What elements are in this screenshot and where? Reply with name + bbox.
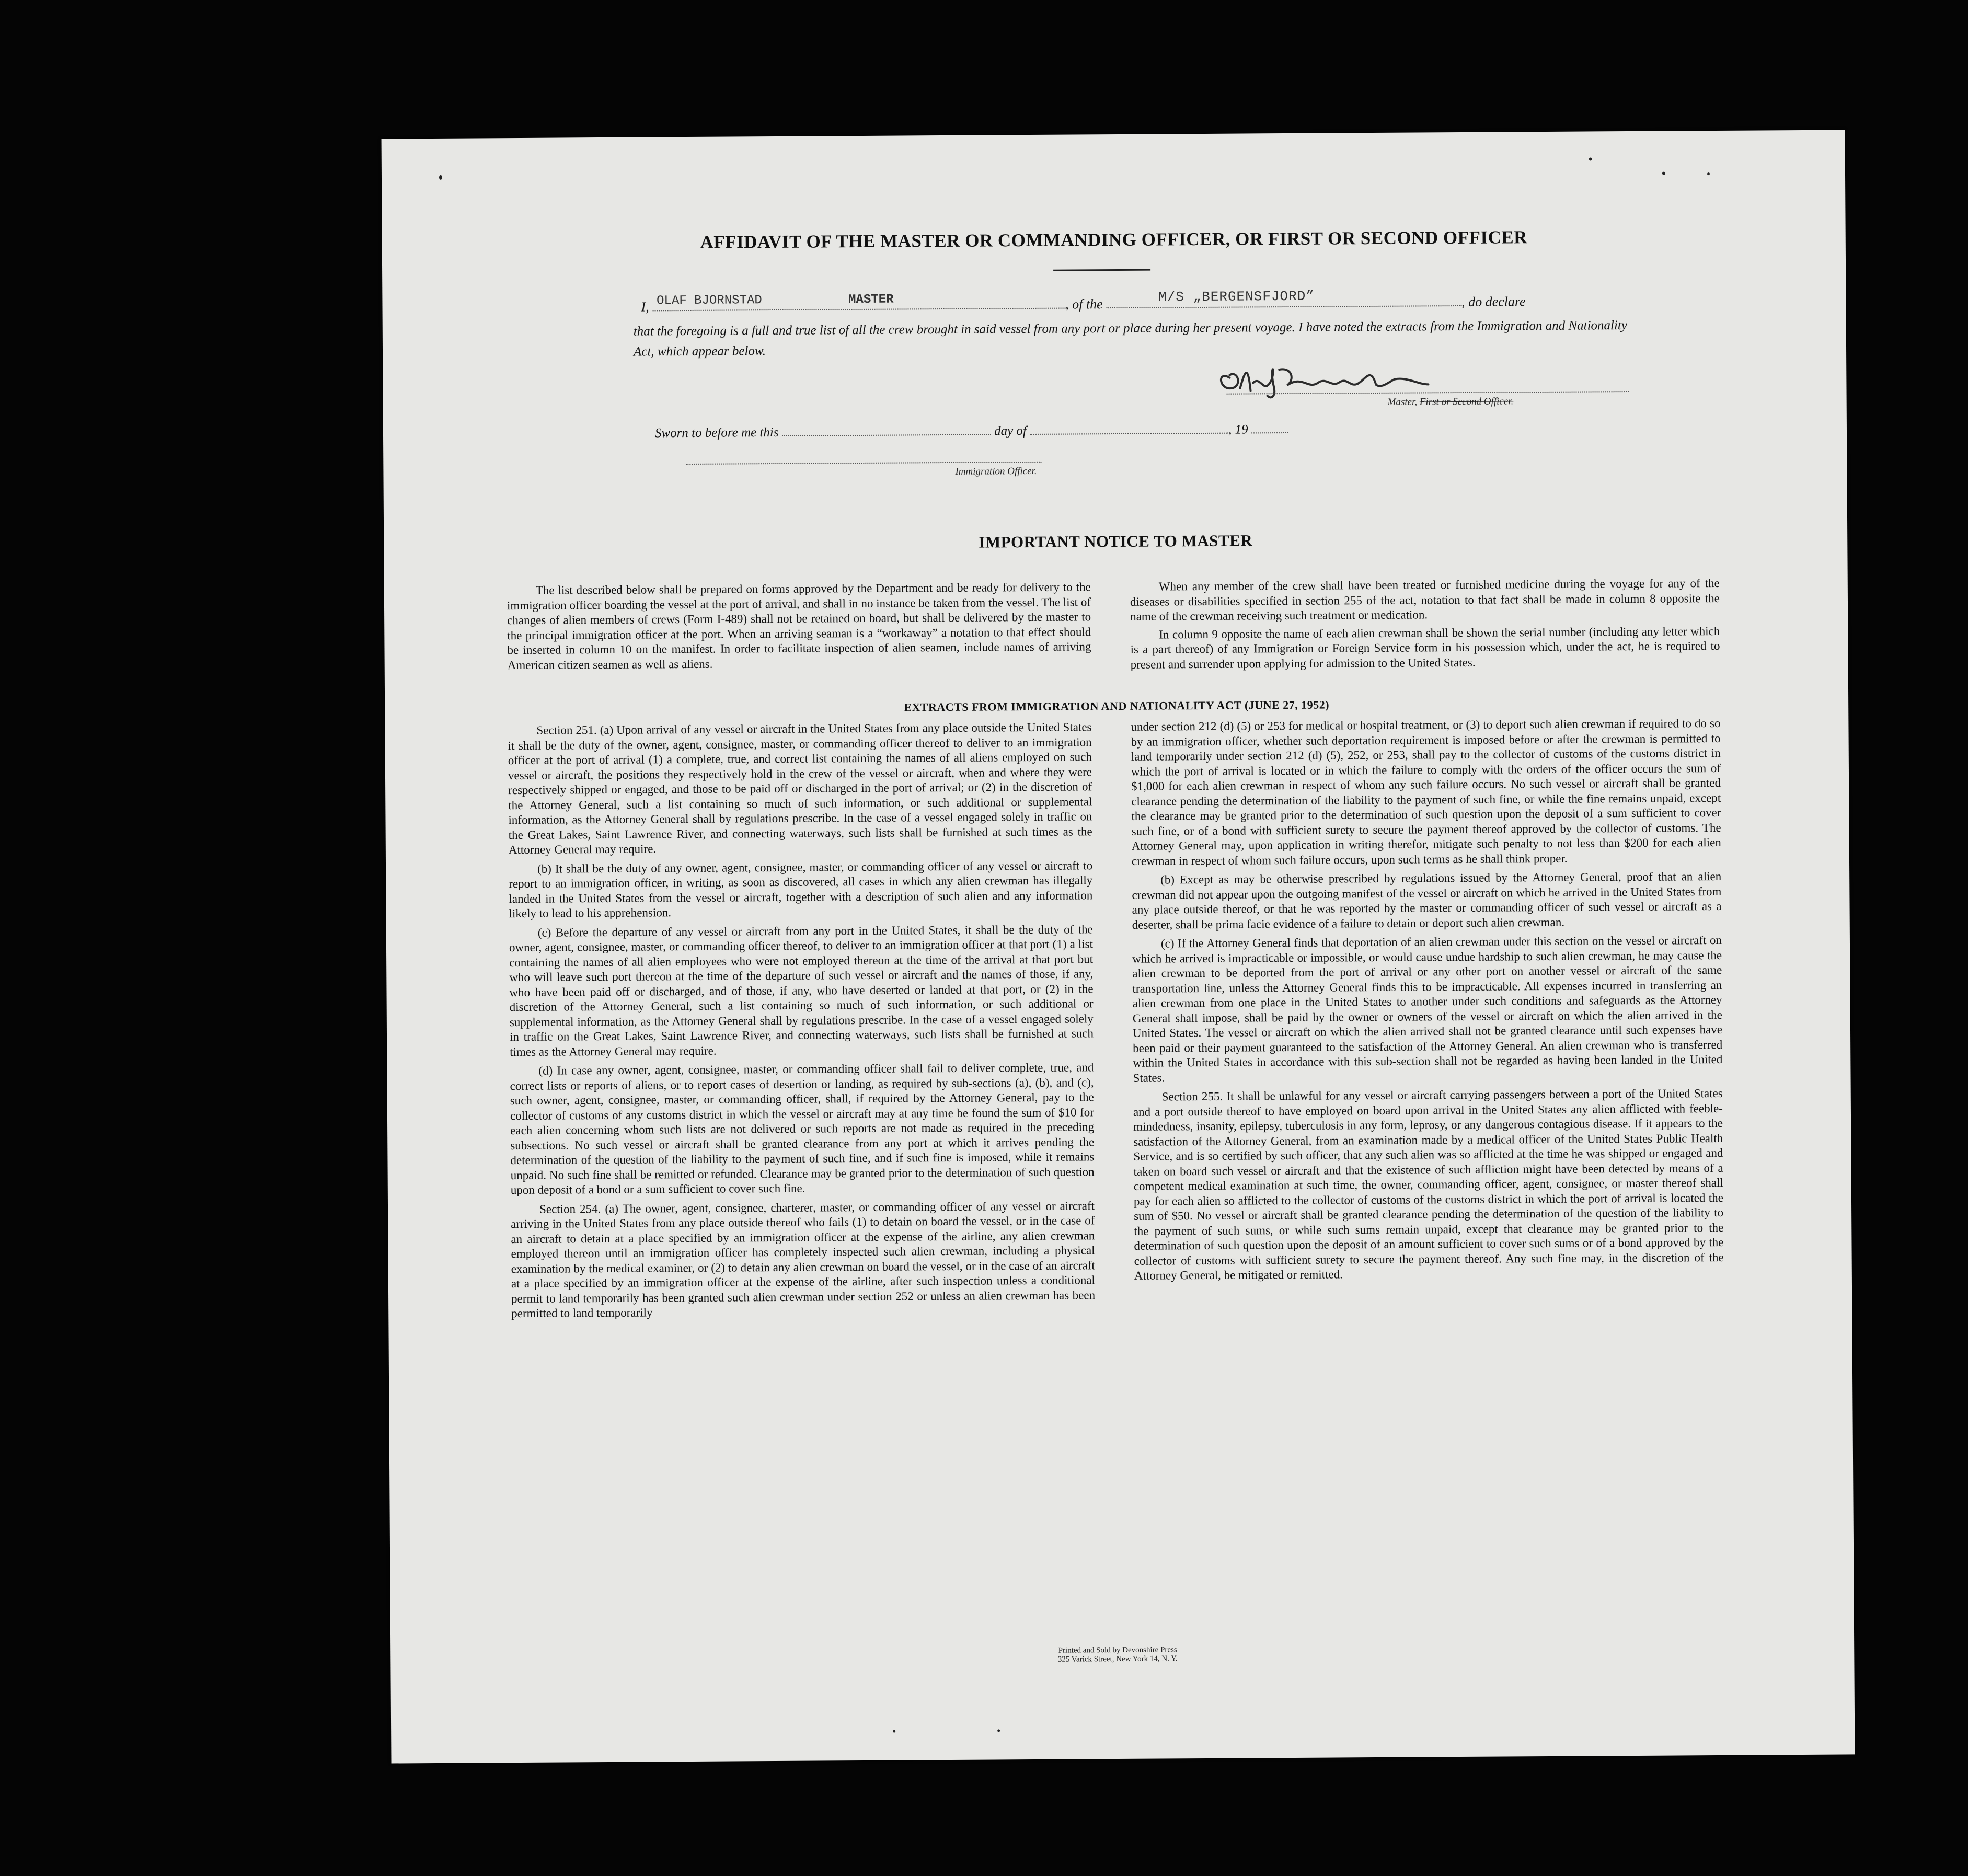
notice-right-column bbox=[1130, 576, 1720, 672]
sworn-month-field bbox=[1030, 419, 1228, 435]
immigration-officer-line bbox=[686, 462, 1041, 465]
vessel-name-value: M/S „BERGENSFJORD” bbox=[1158, 288, 1315, 305]
printer-imprint bbox=[1023, 1645, 1212, 1664]
signature-caption-master: Master, bbox=[1387, 396, 1418, 408]
notice-title: IMPORTANT NOTICE TO MASTER bbox=[979, 531, 1253, 551]
extracts-right-column bbox=[1131, 716, 1724, 1283]
signature-caption bbox=[1388, 396, 1514, 408]
speck bbox=[893, 1730, 895, 1733]
officer-name-field bbox=[652, 294, 1065, 312]
officer-name-value: OLAF BJORNSTAD bbox=[657, 293, 762, 308]
signature-caption-struck: First or Second Officer. bbox=[1419, 396, 1514, 408]
act-paragraph: (b) It shall be the duty of any owner, agent, consignee, master, or commanding officer of any vessel or aircraft to report to an immigration officer, in writing, as soon as discovered, all cases in which any alien crewman has illegally landed in the United States from the vessel or aircraft, together with a description of such alien and any information likely to lead to his apprehension. bbox=[509, 858, 1093, 920]
notice-paragraph: In column 9 opposite the name of each alien crewman shall be shown the serial number (including any letter which is a part thereof) of any Immigration or Foreign Service form in his possession which, under the act, he is required to present and surrender upon applying for admission to the United States. bbox=[1130, 624, 1720, 671]
act-paragraph: (b) Except as may be otherwise prescribed by regulations issued by the Attorney General, proof that an alien crewman did not appear upon the outgoing manifest of the vessel or aircraft on which he arrived in the United States from any place outside thereof, or that he was reported by the master or commanding officer of such vessel or aircraft as a deserter, shall be prima facie evidence of a failure to detain or deport such alien crewman. bbox=[1132, 869, 1722, 931]
day-of-label: day of bbox=[994, 424, 1027, 439]
declaration-text: that the foregoing is a full and true list of all the crew brought in said vessel from any port or place during her present voyage. I have noted the extracts from the Immigration and Nationality Act, which appear below. bbox=[633, 318, 1628, 359]
act-paragraph: (d) In case any owner, agent, consignee, master, or commanding officer shall fail to deliver complete, true, and correct lists or reports of aliens, or to report cases of desertion or landing, as required by sub-sections (a), (b), and (c), such owner, agent, consignee, master, or commanding officer, shall, if required by the Attorney General, pay to the collector of customs of any customs district in which the vessel or aircraft may at any time be found the sum of $10 for each alien concerning whom such lists are not delivered or such reports are not made as required in the preceding subsections. No such vessel or aircraft shall be granted clearance from any port at which it arrives pending the determination of the question of the liability to the payment of such fine, and if such fine is imposed, while it remains unpaid. No such fine shall be remitted or refunded. Clearance may be granted prior to the determination of such question upon deposit of a bond or a sum sufficient to cover such fine. bbox=[510, 1061, 1095, 1197]
of-the-label: , of the bbox=[1065, 296, 1103, 312]
handwritten-signature bbox=[1214, 358, 1433, 401]
do-declare-label: , do declare bbox=[1461, 294, 1526, 309]
document-page bbox=[382, 130, 1855, 1763]
vessel-name-field bbox=[1106, 288, 1461, 308]
declaration-line bbox=[641, 288, 1526, 315]
officer-rank-value: MASTER bbox=[848, 292, 894, 307]
act-paragraph: under section 212 (d) (5) or 253 for medical or hospital treatment, or (3) to deport such alien crewman if required to do so by an immigration officer, whether such deportation requirement is imposed before or after the crewman is permitted to land temporarily under section 212 (d) (5), 252, or 253, shall pay to the collector of customs of the customs district in which the port of arrival is located or in which the failure to comply with the orders of the officer occurs the sum of $1,000 for each alien crewman in respect of whom any such failure occurs. No such vessel or aircraft shall be granted clearance pending the determination of the liability to the payment of such fine, or while the fine remains unpaid, except the clearance may be granted prior to the determination of such question upon the deposit of a sum sufficient to cover such fine, or of a bond with sufficient surety to secure the payment thereof approved by the collector of customs. The Attorney General may, upon application in writing therefor, mitigate such penalty to not less than $200 for each alien crewman in respect of whom such failure occurs, upon such terms as he shall think proper. bbox=[1131, 716, 1721, 868]
sworn-day-field bbox=[782, 420, 991, 436]
act-paragraph: (c) Before the departure of any vessel or aircraft from any port in the United States, it shall be the duty of the owner, agent, consignee, master, or commanding officer thereof, to deliver to an immigration officer at that port (1) a list containing the names of all alien employees who were not employed thereon at the time of the arrival at that port but who will leave such port thereon at the time of the departure of such vessel or aircraft and the names of those, if any, who have been paid off or discharged, and of those, if any, who have deserted or landed at that port, or (2) in the discretion of the Attorney General, such a list containing so much of such information, or such additional or supplemental information, as the Attorney General shall by regulations prescribe. In the case of a vessel engaged solely in traffic on the Great Lakes, Saint Lawrence River, and connecting waterways, such lists shall be furnished at such times as the Attorney General may require. bbox=[509, 922, 1094, 1058]
printer-line-2: 325 Varick Street, New York 14, N. Y. bbox=[1057, 1654, 1178, 1664]
act-paragraph: Section 251. (a) Upon arrival of any vessel or aircraft in the United States from any place outside the United States it shall be the duty of the owner, agent, consignee, master, or commanding officer thereof to deliver to an immigration officer at the port of arrival (1) a complete, true, and correct list containing the names of all aliens employed on such vessel or aircraft, the positions they respectively hold in the crew of the vessel or aircraft, when and where they were respectively shipped or engaged, and those to be paid off or discharged in the port of arrival; or (2) in the discretion of the Attorney General, such a list containing so much of such information, or such additional or supplemental information, as the Attorney General shall by regulations prescribe. In the case of a vessel engaged solely in traffic on the Great Lakes, Saint Lawrence River, and connecting waterways, such lists shall be furnished at such times as the Attorney General may require. bbox=[508, 720, 1092, 857]
sworn-year-field bbox=[1251, 419, 1288, 433]
speck bbox=[1662, 172, 1665, 175]
extracts-title: EXTRACTS FROM IMMIGRATION AND NATIONALITY ACT (JUNE 27, 1952) bbox=[904, 698, 1330, 714]
act-paragraph: Section 255. It shall be unlawful for any vessel or aircraft carrying passengers between a port of the United States and a port outside thereof to have employed on board upon arrival in the United States any alien afflicted with feeble-mindedness, insanity, epilepsy, tuberculosis in any form, leprosy, or any dangerous contagious disease. If it appears to the satisfaction of the Attorney General, from an examination made by a medical officer of the United States Public Health Service, and is so certified by such officer, that any such alien was so afflicted at the time he was shipped or engaged and taken on board such vessel or aircraft and that the existence of such affliction might have been detected by means of a competent medical examination at such time, the owner, commanding officer, agent, consignee, or master thereof shall pay for each alien so afflicted to the collector of customs of the customs district in which the port of arrival is located the sum of $50. No vessel or aircraft shall be granted clearance pending the determination of the question of the liability to the payment of such sums, or while such sums remain unpaid, except that clearance may be granted prior to the determination of such question upon the deposit of an amount sufficient to cover such sums or of a bond approved by the collector of customs with sufficient surety to secure the payment thereof. Any such fine may, in the discretion of the Attorney General, be mitigated or remitted. bbox=[1133, 1086, 1724, 1282]
printer-line-1: Printed and Sold by Devonshire Press bbox=[1058, 1645, 1177, 1655]
title-divider bbox=[1053, 269, 1150, 271]
speck bbox=[1589, 157, 1592, 160]
sworn-label: Sworn to before me this bbox=[654, 425, 779, 441]
speck bbox=[997, 1729, 1000, 1732]
declaration-i-label: I, bbox=[641, 299, 649, 315]
speck bbox=[1707, 172, 1710, 175]
notice-paragraph: When any member of the crew shall have been treated or furnished medicine during the voyage for any of the diseases or disabilities specified in section 255 of the act, notation to that fact shall be made in column 8 opposite the name of the crewman receiving such treatment or medication. bbox=[1130, 576, 1720, 623]
immigration-officer-caption: Immigration Officer. bbox=[955, 465, 1037, 477]
year-label: , 19 bbox=[1228, 422, 1248, 437]
act-paragraph: (c) If the Attorney General finds that deportation of an alien crewman under this section on the vessel or aircraft on which he arrived is impracticable or impossible, or would cause undue hardship to such alien crewman, he may cause the alien crewman to be deported from the port of arrival or any other port on another vessel or aircraft of the same transportation line, unless the Attorney General finds this to be impracticable. All expenses incurred in transferring an alien crewman from one place in the United States to another under such conditions and safeguards as the Attorney General shall impose, shall be paid by the owner or owners of the vessel or aircraft on which the alien arrived in the United States. The vessel or aircraft on which the alien arrived shall not be granted clearance until such expenses have been paid or their payment guaranteed to the satisfaction of the Attorney General. An alien crewman who is transferred within the United States in accordance with this sub-section shall not be regarded as having been landed in the United States. bbox=[1132, 933, 1723, 1085]
act-paragraph: Section 254. (a) The owner, agent, consignee, charterer, master, or commanding officer of any vessel or aircraft arriving in the United States from any place outside thereof who fails (1) to detain on board the vessel, or in the case of an aircraft to detain at a place specified by an immigration officer at the expense of the airline, any alien crewman employed thereon until an immigration officer has completely inspected such alien crewman, including a physical examination by the medical examiner, or (2) to detain any alien crewman on board the vessel, or in the case of an aircraft at a place specified by an immigration officer at the expense of the airline, after such inspection unless a conditional permit to land temporarily has been granted such alien crewman under section 252 or unless an alien crewman has been permitted to land temporarily bbox=[511, 1199, 1096, 1320]
affidavit-title: AFFIDAVIT OF THE MASTER OR COMMANDING OFFICER, OR FIRST OR SECOND OFFICER bbox=[700, 227, 1528, 252]
speck bbox=[439, 175, 442, 180]
notice-left-column bbox=[507, 580, 1091, 673]
extracts-left-column bbox=[508, 720, 1095, 1321]
notice-paragraph: The list described below shall be prepared on forms approved by the Department and be ready for delivery to the immigration officer boarding the vessel at the port of arrival, and shall in no instance be taken from the vessel. The list of changes of alien members of crews (Form I-489) shall not be retained on board, but shall be delivered by the master to the principal immigration officer at the port. When an arriving seaman is a “workaway” a notation to that effect should be inserted in column 10 on the manifest. In order to facilitate inspection of alien seamen, include names of arriving American citizen seamen as well as aliens. bbox=[507, 580, 1091, 672]
sworn-line bbox=[655, 419, 1288, 441]
